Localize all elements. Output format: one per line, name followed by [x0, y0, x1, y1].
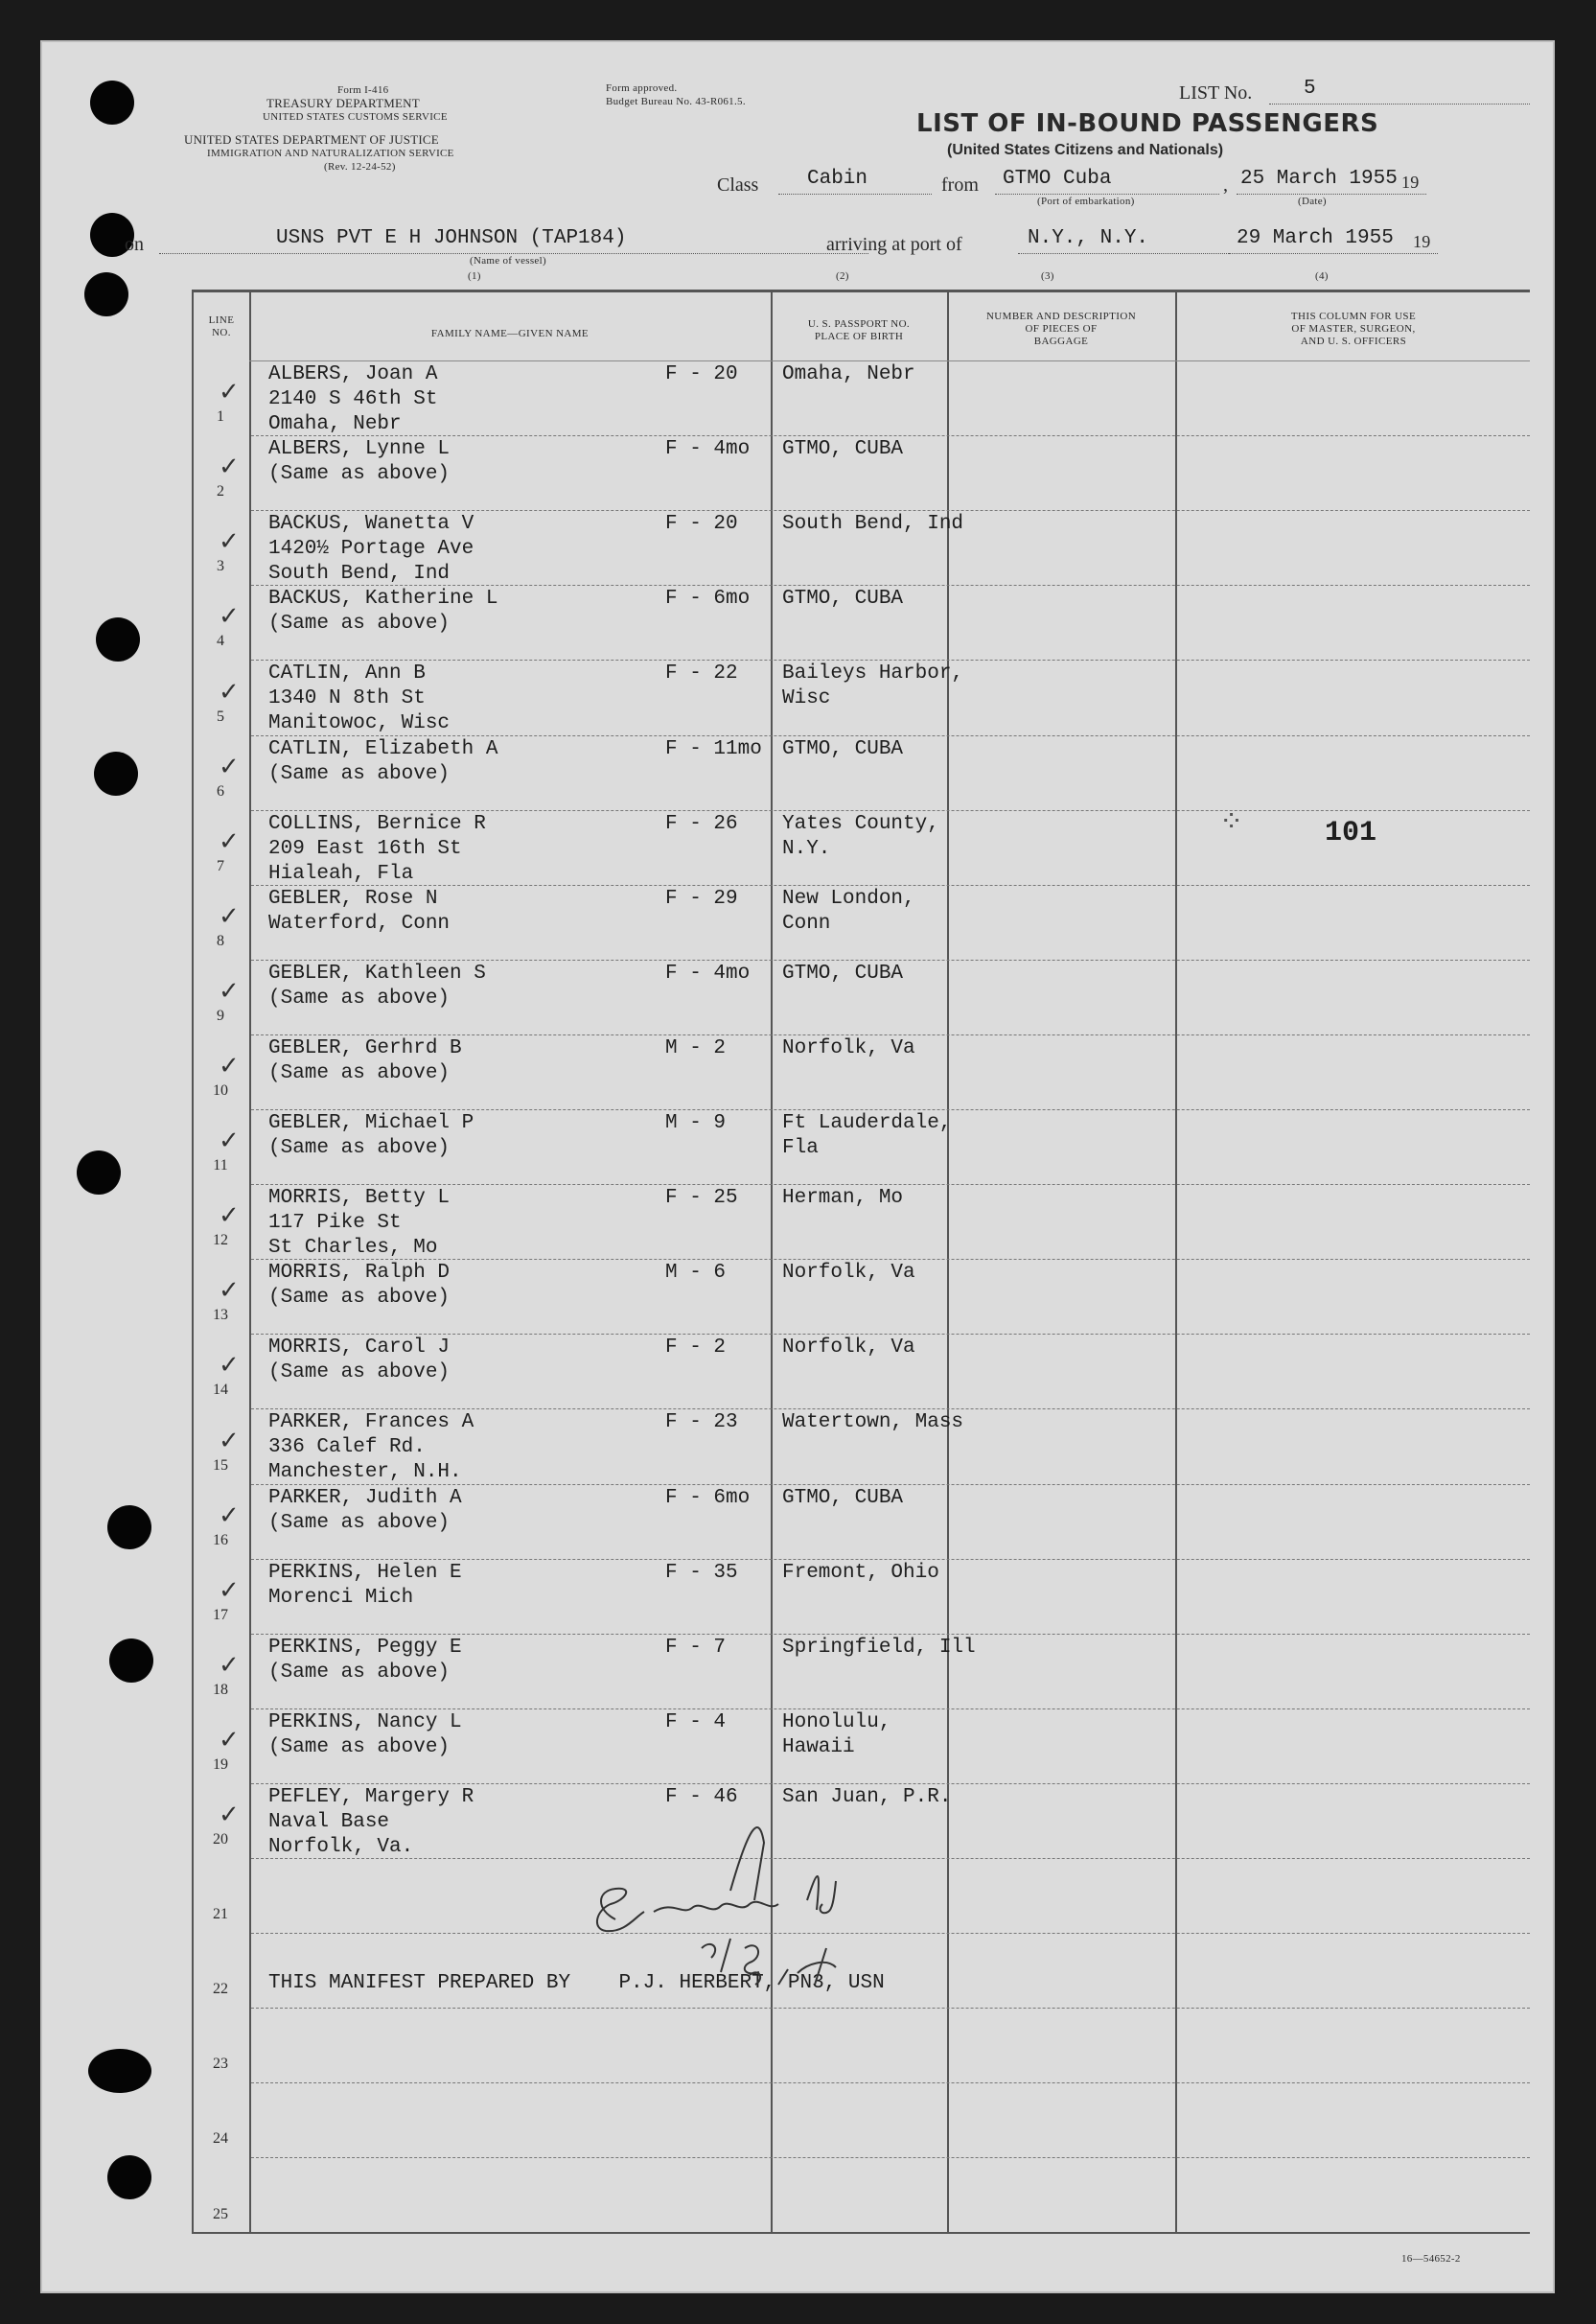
line-number: 11	[213, 1157, 228, 1174]
place-of-birth: Norfolk, Va	[782, 1262, 915, 1285]
row-divider	[251, 735, 1530, 736]
place-of-birth: Ft Lauderdale, Fla	[782, 1112, 952, 1159]
passenger-name: ALBERS, Joan A 2140 S 46th St Omaha, Nebr	[268, 363, 438, 435]
table-bottom-border	[192, 2232, 1530, 2234]
place-of-birth: Baileys Harbor, Wisc	[782, 662, 964, 710]
checkmark-icon: ✓	[219, 1575, 240, 1605]
passenger-name: CATLIN, Ann B 1340 N 8th St Manitowoc, Wisc	[268, 662, 451, 735]
line-number: 24	[213, 2130, 228, 2148]
justice-dept: UNITED STATES DEPARTMENT OF JUSTICE	[184, 132, 439, 147]
checkmark-icon: ✓	[219, 527, 240, 557]
row-divider	[251, 2082, 1530, 2083]
line-number: 17	[213, 1606, 228, 1623]
place-of-birth: GTMO, CUBA	[782, 588, 904, 611]
col-header-line-no: LINE NO.	[208, 314, 235, 338]
place-of-birth: New London, Conn	[782, 887, 915, 935]
checkmark-icon: ✓	[219, 1127, 240, 1156]
passenger-name: PARKER, Frances A 336 Calef Rd. Manchester, N.H.	[268, 1411, 474, 1484]
inspector-signature	[577, 1804, 941, 1987]
row-divider	[251, 660, 1530, 661]
passenger-name: MORRIS, Ralph D (Same as above)	[268, 1262, 451, 1310]
place-of-birth: Herman, Mo	[782, 1187, 904, 1210]
passenger-name: PERKINS, Nancy L (Same as above)	[268, 1710, 462, 1758]
row-divider	[251, 1484, 1530, 1485]
treasury-dept: TREASURY DEPARTMENT	[266, 96, 420, 110]
on-label: on	[125, 234, 144, 255]
form-approved: Form approved.	[606, 82, 678, 94]
embarkation-caption: (Port of embarkation)	[1037, 196, 1135, 207]
row-divider	[251, 1034, 1530, 1035]
col-header-passport: U. S. PASSPORT NO. PLACE OF BIRTH	[807, 318, 911, 342]
checkmark-icon: ✓	[219, 1801, 240, 1829]
checkmark-icon: ✓	[219, 1052, 240, 1081]
row-divider	[251, 2008, 1530, 2009]
col-num-2: (2)	[836, 270, 849, 282]
place-of-birth: GTMO, CUBA	[782, 438, 904, 461]
passenger-name: PARKER, Judith A (Same as above)	[268, 1486, 462, 1534]
row-divider	[251, 1559, 1530, 1560]
manifest-sheet	[40, 40, 1555, 2293]
row-divider	[251, 1259, 1530, 1260]
row-divider	[251, 510, 1530, 511]
checkmark-icon: ✓	[219, 1500, 240, 1530]
col-num-4: (4)	[1315, 270, 1329, 282]
officer-mark: 101	[1325, 817, 1377, 849]
sex-age: F - 4	[665, 1710, 727, 1733]
vessel-line	[159, 253, 868, 254]
arriving-label: arriving at port of	[826, 234, 962, 255]
row-divider	[251, 2157, 1530, 2158]
place-of-birth: GTMO, CUBA	[782, 962, 904, 985]
line-number: 19	[213, 1755, 228, 1773]
col-divider-baggage	[1175, 290, 1177, 2234]
line-number: 5	[217, 708, 224, 725]
sex-age: F - 35	[665, 1561, 738, 1584]
place-of-birth: South Bend, Ind	[782, 513, 964, 536]
line-number: 6	[217, 782, 224, 800]
binder-hole	[77, 1150, 121, 1195]
line-number: 3	[217, 558, 224, 575]
class-value: Cabin	[807, 168, 868, 190]
place-of-birth: San Juan, P.R.	[782, 1785, 952, 1808]
line-number: 16	[213, 1531, 228, 1548]
line-number: 22	[213, 1981, 228, 1998]
place-of-birth: Watertown, Mass	[782, 1411, 964, 1434]
binder-hole	[109, 1638, 153, 1683]
arrival-port-line	[1018, 253, 1238, 254]
passenger-name: GEBLER, Michael P (Same as above)	[268, 1112, 474, 1159]
vessel-name: USNS PVT E H JOHNSON (TAP184)	[276, 227, 627, 249]
header-bottom-line	[249, 360, 1530, 361]
sex-age: M - 6	[665, 1262, 727, 1285]
place-of-birth: GTMO, CUBA	[782, 737, 904, 760]
passenger-name: PERKINS, Helen E Morenci Mich	[268, 1561, 462, 1609]
passenger-name: BACKUS, Wanetta V 1420½ Portage Ave South Bend, Ind	[268, 513, 474, 586]
col-num-3: (3)	[1041, 270, 1054, 282]
passenger-name: ALBERS, Lynne L (Same as above)	[268, 438, 451, 486]
row-divider	[251, 585, 1530, 586]
row-divider	[251, 1408, 1530, 1409]
sex-age: F - 2	[665, 1336, 727, 1360]
officer-stamp-smudge: ⁘	[1219, 805, 1244, 839]
table-left-border	[192, 290, 194, 2234]
list-number-label: LIST No.	[1179, 82, 1253, 104]
line-number: 9	[217, 1007, 224, 1024]
checkmark-icon: ✓	[219, 1725, 240, 1755]
binder-hole	[94, 752, 138, 796]
col-header-name: FAMILY NAME—GIVEN NAME	[430, 328, 590, 339]
binder-hole	[90, 81, 134, 125]
customs-service: UNITED STATES CUSTOMS SERVICE	[263, 111, 448, 123]
sex-age: F - 46	[665, 1785, 738, 1808]
row-divider	[251, 1109, 1530, 1110]
sex-age: F - 6mo	[665, 588, 751, 611]
line-number: 13	[213, 1307, 228, 1324]
passenger-name: MORRIS, Betty L 117 Pike St St Charles, Mo	[268, 1187, 451, 1260]
checkmark-icon: ✓	[219, 826, 240, 856]
line-number: 15	[213, 1456, 228, 1474]
row-divider	[251, 810, 1530, 811]
checkmark-icon: ✓	[219, 901, 240, 931]
passenger-name: GEBLER, Gerhrd B (Same as above)	[268, 1036, 462, 1084]
place-of-birth: GTMO, CUBA	[782, 1486, 904, 1509]
checkmark-icon: ✓	[219, 453, 240, 482]
checkmark-icon: ✓	[219, 1426, 240, 1455]
row-divider	[251, 1334, 1530, 1335]
passenger-name: CATLIN, Elizabeth A (Same as above)	[268, 737, 498, 785]
embarkation-date: 25 March 1955	[1240, 168, 1398, 190]
checkmark-icon: ✓	[219, 378, 240, 407]
sex-age: M - 9	[665, 1112, 727, 1134]
line-number: 1	[217, 408, 224, 426]
sex-age: F - 25	[665, 1187, 738, 1210]
line-number: 7	[217, 857, 224, 874]
binder-hole	[107, 1505, 151, 1549]
sex-age: F - 11mo	[665, 737, 762, 760]
revision: (Rev. 12-24-52)	[324, 161, 396, 173]
passenger-name: THIS MANIFEST PREPARED BY P.J. HERBERT, PN3, USN	[268, 1972, 885, 1995]
line-number: 20	[213, 1831, 228, 1848]
port-of-embarkation: GTMO Cuba	[1003, 168, 1112, 190]
sex-age: F - 29	[665, 887, 738, 910]
ins-service: IMMIGRATION AND NATURALIZATION SERVICE	[207, 148, 454, 159]
sex-age: F - 7	[665, 1636, 727, 1659]
sex-age: F - 26	[665, 812, 738, 835]
place-of-birth: Springfield, Ill	[782, 1636, 976, 1659]
line-number: 18	[213, 1681, 228, 1698]
passenger-name: COLLINS, Bernice R 209 East 16th St Hialeah, Fla	[268, 812, 486, 885]
date-suffix: 19	[1401, 173, 1420, 192]
checkmark-icon: ✓	[219, 1201, 240, 1231]
passenger-name: PERKINS, Peggy E (Same as above)	[268, 1636, 462, 1684]
sex-age: F - 20	[665, 513, 738, 536]
line-number: 10	[213, 1082, 228, 1099]
binder-hole	[88, 2049, 151, 2093]
line-number: 23	[213, 2056, 228, 2073]
line-number: 21	[213, 1906, 228, 1923]
sex-age: F - 6mo	[665, 1486, 751, 1509]
document-title: LIST OF IN-BOUND PASSENGERS	[916, 109, 1379, 138]
date-caption: (Date)	[1298, 196, 1327, 207]
class-line	[778, 194, 932, 195]
arrival-date: 29 March 1955	[1237, 227, 1394, 249]
passenger-name: MORRIS, Carol J (Same as above)	[268, 1336, 451, 1384]
passenger-name: GEBLER, Kathleen S (Same as above)	[268, 962, 486, 1010]
sex-age: F - 4mo	[665, 438, 751, 461]
checkmark-icon: ✓	[219, 677, 240, 707]
row-divider	[251, 885, 1530, 886]
comma: ,	[1223, 174, 1228, 196]
checkmark-icon: ✓	[219, 976, 240, 1006]
sex-age: M - 2	[665, 1036, 727, 1059]
place-of-birth: Fremont, Ohio	[782, 1561, 939, 1584]
sex-age: F - 22	[665, 662, 738, 686]
checkmark-icon: ✓	[219, 602, 240, 632]
list-number: 5	[1304, 78, 1316, 100]
passenger-name: BACKUS, Katherine L (Same as above)	[268, 588, 498, 636]
place-of-birth: Yates County, N.Y.	[782, 812, 939, 860]
place-of-birth: Omaha, Nebr	[782, 363, 915, 385]
col-num-1: (1)	[468, 270, 481, 282]
place-of-birth: Norfolk, Va	[782, 1336, 915, 1360]
arrival-suffix: 19	[1413, 232, 1431, 251]
line-number: 2	[217, 483, 224, 500]
sex-age: F - 4mo	[665, 962, 751, 985]
binder-hole	[107, 2155, 151, 2199]
budget-bureau: Budget Bureau No. 43-R061.5.	[606, 96, 746, 107]
binder-hole	[96, 617, 140, 662]
row-divider	[251, 1184, 1530, 1185]
row-divider	[251, 1783, 1530, 1784]
line-number: 12	[213, 1232, 228, 1249]
binder-hole	[84, 272, 128, 316]
document-subtitle: (United States Citizens and Nationals)	[947, 142, 1224, 158]
form-number: Form I-416	[337, 84, 389, 96]
col-divider-line	[249, 290, 251, 2234]
col-divider-passport	[947, 290, 949, 2234]
row-divider	[251, 960, 1530, 961]
row-divider	[251, 1708, 1530, 1709]
list-number-line	[1269, 104, 1530, 105]
date-line	[1237, 194, 1426, 195]
checkmark-icon: ✓	[219, 1276, 240, 1306]
passenger-name: PEFLEY, Margery R Naval Base Norfolk, Va.	[268, 1785, 474, 1858]
passenger-name: GEBLER, Rose N Waterford, Conn	[268, 887, 451, 935]
col-header-officers: THIS COLUMN FOR USE OF MASTER, SURGEON, AND U. S. OFFICERS	[1290, 311, 1417, 347]
checkmark-icon: ✓	[219, 752, 240, 781]
class-label: Class	[717, 174, 759, 196]
row-divider	[251, 1634, 1530, 1635]
line-number: 25	[213, 2205, 228, 2222]
line-number: 8	[217, 932, 224, 949]
checkmark-icon: ✓	[219, 1650, 240, 1680]
row-divider	[251, 435, 1530, 436]
place-of-birth: Norfolk, Va	[782, 1036, 915, 1059]
footer-code: 16—54652-2	[1401, 2253, 1461, 2265]
embarkation-line	[995, 194, 1219, 195]
table-top-border	[192, 290, 1530, 292]
line-number: 14	[213, 1382, 228, 1399]
col-header-baggage: NUMBER AND DESCRIPTION OF PIECES OF BAGGAGE	[985, 311, 1137, 347]
arrival-date-line	[1229, 253, 1438, 254]
place-of-birth: Honolulu, Hawaii	[782, 1710, 891, 1758]
checkmark-icon: ✓	[219, 1351, 240, 1381]
arrival-port: N.Y., N.Y.	[1028, 227, 1149, 249]
sex-age: F - 20	[665, 363, 738, 385]
line-number: 4	[217, 633, 224, 650]
from-label: from	[941, 174, 979, 196]
vessel-caption: (Name of vessel)	[470, 255, 546, 267]
sex-age: F - 23	[665, 1411, 738, 1434]
